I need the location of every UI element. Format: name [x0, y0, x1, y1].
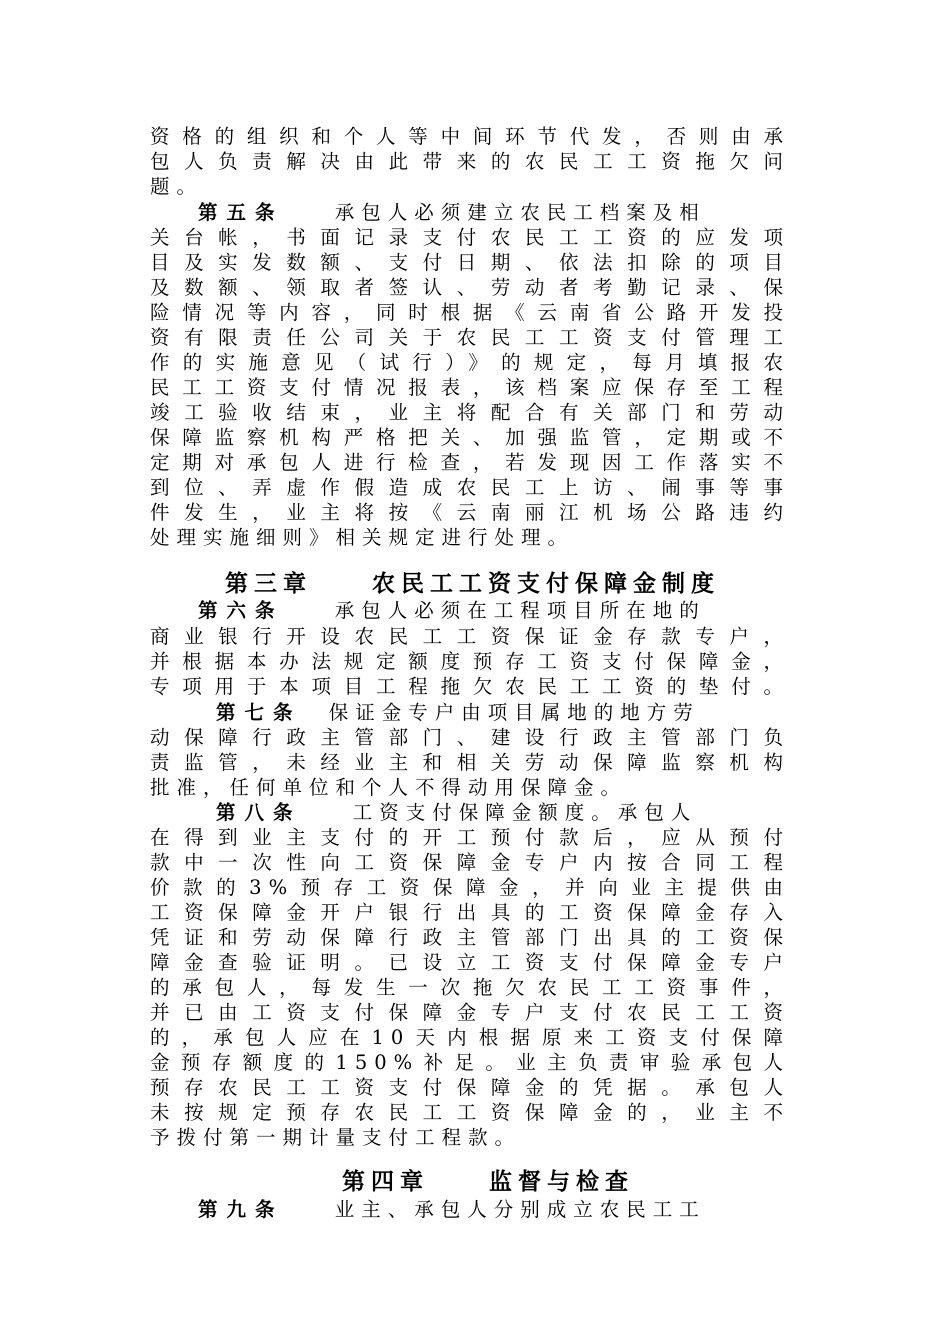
text-line: 关台帐，书面记录支付农民工工资的应发项	[150, 226, 790, 249]
chapter-4-heading	[342, 1168, 634, 1196]
article-7-first-line	[150, 700, 790, 725]
article-8-text: 工资支付保障金额度。承包人	[352, 801, 698, 824]
text-line: 及数额、领取者签认、劳动者考勤记录、保	[150, 276, 790, 299]
text-line: 作的实施意见（试行）》的规定，每月填报农	[150, 351, 790, 374]
text-line: 予拨付第一期计量支付工程款。	[150, 1126, 522, 1149]
text-line: 款中一次性向工资保障金专户内按合同工程	[150, 851, 790, 874]
text-line: 目及实发数额、支付日期、依法扣除的项目	[150, 251, 790, 274]
text-line: 保障监察机构严格把关、加强监管，定期或不	[150, 426, 790, 449]
text-line: 凭证和劳动保障行政主管部门出具的工资保	[150, 926, 790, 949]
article-5-first-line	[150, 200, 790, 225]
article-6-label: 第六条	[198, 599, 284, 622]
text-line: 批准，任何单位和个人不得动用保障金。	[150, 776, 628, 799]
article-8-first-line	[150, 800, 790, 825]
article-6-text: 承包人必须在工程项目所在地的	[334, 599, 706, 622]
chapter-number: 第三章	[225, 571, 312, 597]
text-line: 工资保障金开户银行出具的工资保障金存入	[150, 901, 790, 924]
text-line: 动保障行政主管部门、建设行政主管部门负	[150, 726, 790, 749]
article-8-label: 第八条	[216, 801, 302, 824]
text-line: 未按规定预存农民工工资保障金的，业主不	[150, 1101, 790, 1124]
article-9-label: 第九条	[198, 1198, 284, 1221]
text-line: 的承包人，每发生一次拖欠农民工工资事件，	[150, 976, 790, 999]
text-line: 资有限责任公司关于农民工工资支付管理工	[150, 326, 790, 349]
text-line: 包人负责解决由此带来的农民工工资拖欠问	[150, 150, 790, 173]
text-line: 并已由工资支付保障金专户支付农民工工资	[150, 1001, 790, 1024]
text-line: 金预存额度的150%补足。业主负责审验承包人	[150, 1051, 790, 1074]
chapter-title: 监督与检查	[489, 1169, 635, 1195]
chapter-title: 农民工工资支付保障金制度	[372, 571, 721, 597]
text-line: 障金查验证明。已设立工资支付保障金专户	[150, 951, 790, 974]
text-line: 商业银行开设农民工工资保证金存款专户，	[150, 625, 790, 648]
article-9-first-line	[150, 1197, 790, 1222]
text-line: 专项用于本项目工程拖欠农民工工资的垫付。	[150, 675, 790, 698]
text-line: 资格的组织和个人等中间环节代发，否则由承	[150, 125, 790, 148]
text-line: 到位、弄虚作假造成农民工上访、闹事等事	[150, 476, 790, 499]
text-line: 责监管，未经业主和相关劳动保障监察机构	[150, 751, 790, 774]
article-7-text: 保证金专户由项目属地的地方劳	[328, 701, 700, 724]
text-line: 险情况等内容，同时根据《云南省公路开发投	[150, 301, 790, 324]
text-line: 民工工资支付情况报表，该档案应保存至工程	[150, 376, 790, 399]
article-5-text: 承包人必须建立农民工档案及相	[334, 201, 706, 224]
text-line: 件发生，业主将按《云南丽江机场公路违约	[150, 501, 790, 524]
article-9-text: 业主、承包人分别成立农民工工	[334, 1198, 706, 1221]
text-line: 价款的3%预存工资保障金，并向业主提供由	[150, 876, 790, 899]
text-line: 定期对承包人进行检查，若发现因工作落实不	[150, 451, 790, 474]
chapter-3-heading	[225, 570, 720, 598]
text-line: 题。	[150, 175, 204, 198]
article-7-label: 第七条	[216, 701, 302, 724]
article-5-label: 第五条	[198, 201, 284, 224]
text-line: 在得到业主支付的开工预付款后，应从预付	[150, 826, 790, 849]
article-6-first-line	[150, 598, 790, 623]
text-line: 并根据本办法规定额度预存工资支付保障金，	[150, 650, 790, 673]
text-line: 竣工验收结束，业主将配合有关部门和劳动	[150, 401, 790, 424]
text-line: 处理实施细则》相关规定进行处理。	[150, 526, 575, 549]
chapter-number: 第四章	[342, 1169, 429, 1195]
text-line: 的，承包人应在10天内根据原来工资支付保障	[150, 1026, 790, 1049]
text-line: 预存农民工工资支付保障金的凭据。承包人	[150, 1076, 790, 1099]
